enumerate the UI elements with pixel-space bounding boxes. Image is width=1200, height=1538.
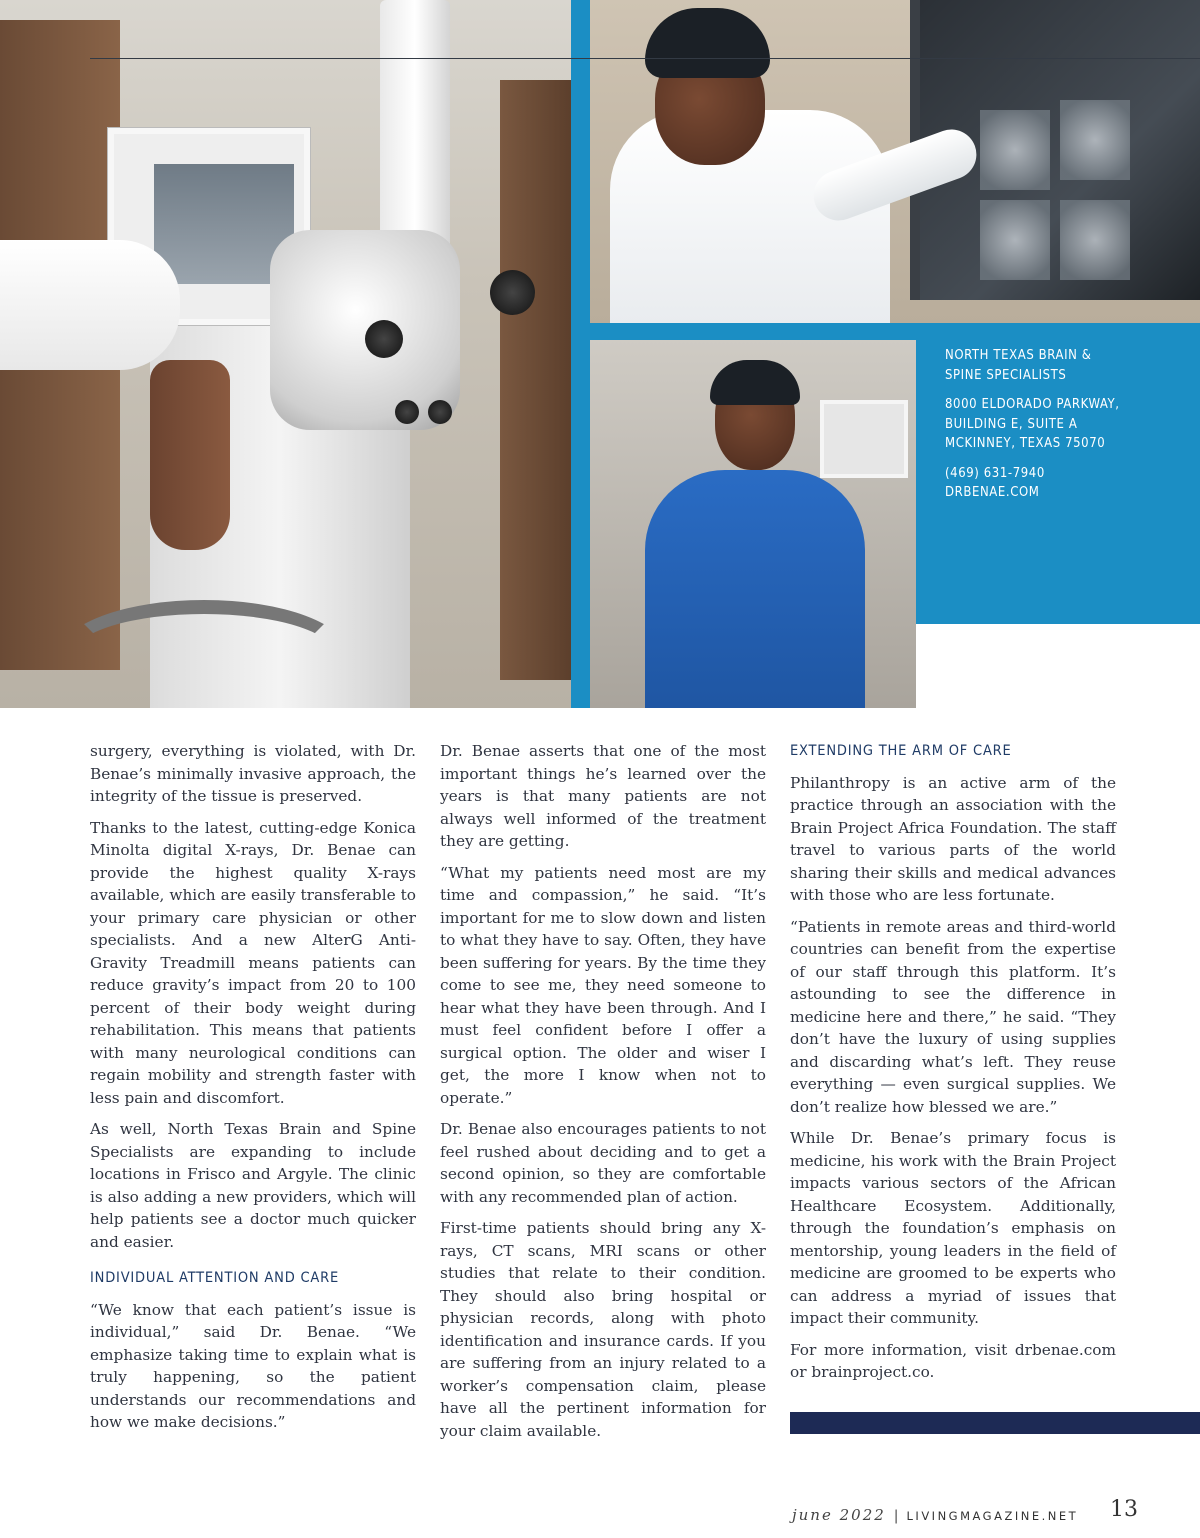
paragraph: Dr. Benae also encourages patients to not feel rushed about deciding and to get a second opinion, so they are comfortable with any recommended plan of action.: [440, 1120, 766, 1206]
accent-band-horizontal: [590, 323, 1200, 340]
paragraph: First-time patients should bring any X-rays, CT scans, MRI scans or other studies that relate to their condition. They should also bring hospital or physician records, along with photo identification and insurance cards. If you are suffering from an injury related to a worker’s compensation claim, please have all the pertinent information for your claim available.: [440, 1219, 766, 1440]
paragraph: “Patients in remote areas and third-world countries can benefit from the expertise of our staff through this platform. It’s astounding to see the difference in medicine here and there,” he said. “They don’t have the luxury of using supplies and discarding what’s left. They reuse everything — even surgical supplies. We don’t realize how blessed we are.”: [790, 917, 1116, 1116]
magazine-site: LIVINGMAGAZINE.NET: [906, 1509, 1079, 1523]
page-footer: [792, 1497, 1138, 1535]
phone-number: (469) 631-7940: [945, 465, 1045, 481]
photo-doctor-at-display: [590, 0, 1200, 323]
accent-band-vertical: [571, 0, 590, 708]
paragraph: While Dr. Benae’s primary focus is medicine, his work with the Brain Project impacts various sectors of the African Healthcare Ecosystem. Additionally, through the foundation’s emphasis on mentorship, young leaders in the field of medicine are groomed to be experts who can address a myriad of issues that impact their community.: [790, 1129, 1116, 1327]
paragraph: “We know that each patient’s issue is individual,” said Dr. Benae. “We emphasize taking time to explain what is truly happening, so the patient understands our recommendations and how we make decisions.”: [90, 1300, 416, 1431]
paragraph: For more information, visit drbenae.com or brainproject.co.: [790, 1340, 1116, 1381]
footer-separator: |: [893, 1508, 899, 1524]
decorative-bar: [790, 1412, 1200, 1434]
page-number: 13: [1110, 1497, 1138, 1522]
practice-address: 8000 ELDORADO PARKWAY, BUILDING E, SUITE A MCKINNEY, TEXAS 75070: [945, 397, 1120, 451]
article-column-2: [440, 740, 766, 1451]
practice-contact: [945, 464, 1185, 503]
top-rule: [90, 58, 1200, 59]
photo-doctor-seated: [590, 340, 916, 708]
photo-surgical-microscope: [0, 0, 571, 708]
practice-name: NORTH TEXAS BRAIN & SPINE SPECIALISTS: [945, 348, 1092, 383]
paragraph: As well, North Texas Brain and Spine Specialists are expanding to include locations in Frisco and Argyle. The clinic is also adding a new providers, which will help patients see a doctor much quicker and easier.: [90, 1120, 416, 1251]
issue-date: june 2022: [792, 1506, 886, 1524]
paragraph: Philanthropy is an active arm of the practice through an association with the Brain Project Africa Foundation. The staff travel to various parts of the world sharing their skills and medical advances with those who are less fortunate.: [790, 773, 1116, 904]
website: DRBENAE.COM: [945, 485, 1040, 500]
contact-info: [945, 346, 1185, 513]
section-heading: INDIVIDUAL ATTENTION AND CARE: [90, 1270, 340, 1286]
article-column-3: [790, 740, 1116, 1393]
paragraph: “What my patients need most are my time and compassion,” he said. “It’s important for me to slow down and listen to what they have to say. Often, they have been suffering for years. By the time they come to see me, they need someone to hear what they have been through. And I must feel confident before I offer a surgical option. The older and wiser I get, the more I know when not to operate.”: [440, 863, 766, 1107]
paragraph: Dr. Benae asserts that one of the most important things he’s learned over the years is that many patients are not always well informed of the treatment they are getting.: [440, 742, 766, 850]
paragraph: surgery, everything is violated, with Dr. Benae’s minimally invasive approach, the integrity of the tissue is preserved.: [90, 742, 416, 805]
article-column-1: [90, 740, 416, 1443]
paragraph: Thanks to the latest, cutting-edge Konica Minolta digital X-rays, Dr. Benae can provide the highest quality X-rays available, which are easily transferable to your primary care physician or other specialists. And a new AlterG Anti-Gravity Treadmill means patients can reduce gravity’s impact from 20 to 100 percent of their body weight during rehabilitation. This means that patients with many neurological conditions can regain mobility and strength faster with less pain and discomfort.: [90, 818, 416, 1107]
section-heading: EXTENDING THE ARM OF CARE: [790, 743, 1012, 759]
